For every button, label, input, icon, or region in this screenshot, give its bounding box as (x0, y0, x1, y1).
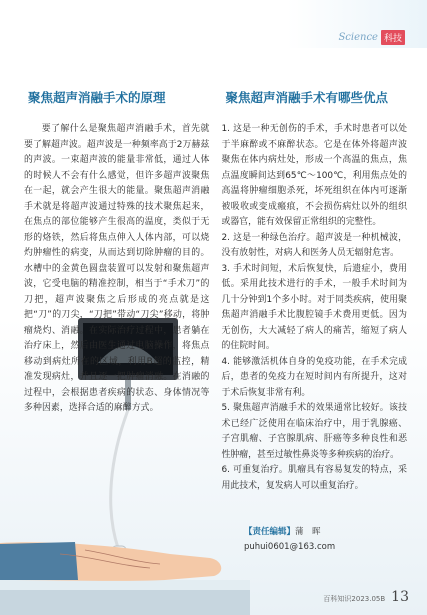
advantage-item-2: 2. 这是一种绿色治疗。超声波是一种机械波，没有放射性，对病人和医务人员无辐射危害。 (221, 232, 407, 258)
treatment-bed (0, 588, 250, 615)
editor-credit (244, 525, 335, 555)
page-number: 13 (391, 589, 409, 605)
section-title-principle: 聚焦超声消融手术的原理 (28, 90, 166, 105)
editor-label: 【责任编辑】 (244, 527, 296, 537)
editor-name: 蒲 晖 (295, 527, 321, 537)
right-column (222, 60, 408, 494)
section-title-advantages: 聚焦超声消融手术有哪些优点 (225, 90, 389, 105)
section-label-en: Science (338, 32, 378, 43)
advantage-item-6: 6. 可重复治疗。肌瘤具有容易复发的特点，采用此技术，复发病人可以重复治疗。 (221, 465, 407, 491)
section-label-cn: 科技 (381, 30, 405, 45)
page-footer (323, 589, 409, 605)
principle-paragraph: 要了解什么是聚焦超声消融手术，首先就要了解超声波。超声波是一种频率高于2万赫兹的声波。一束超声波的能量非常低，通过人体的时候人不会有什么感觉，但许多超声波聚焦在一起，就会产生很大的能量。聚焦超声消融手术就是将超声波通过特殊的技术聚焦起来，在焦点的部位能够产生很高的温度，类似于无形的烙铁，然后将焦点伸入人体内部，可以烧灼肿瘤性的病变，从而达到切除肿瘤的目的。水槽中的金黄色圆盘装置可以发射和聚焦超声波，它受电脑的精准控制，相当于“手术刀”的刀把，超声波聚焦之后形成的亮点就是这把“刀”的刀尖，“刀把”带动“刀尖”移动，将肿瘤烧灼、消融。在实际治疗过程中，患者躺在治疗床上，然后由医生通过电脑操作，将焦点移动到病灶所在的区域，利用B超的监控，精准发现病灶，并且逐一把肿瘤消融。在消融的过程中，会根据患者疾病的状态、身体情况等多种因素，选择合适的麻醉方式。 (24, 124, 210, 413)
advantage-item-1: 1. 这是一种无创伤的手术，手术时患者可以处于半麻醉或不麻醉状态。它是在体外将超声波聚焦在体内病灶处，形成一个高温的焦点，焦点温度瞬间达到65℃～100℃，利用焦点处的高温将肿瘤细胞杀死，坏死组织在体内可逐渐被吸收或变成瘢痕，不会损伤病灶以外的组织或器官，能有效保留正常组织的完整性。 (221, 124, 407, 227)
section-tag (338, 30, 405, 45)
editor-email: puhui0601@163.com (244, 542, 336, 552)
magazine-issue: 百科知识2023.05B (323, 595, 386, 603)
advantage-item-5: 5. 聚焦超声消融手术的效果通常比较好。该技术已经广泛使用在临床治疗中，用于乳腺癌、子宫肌瘤、子宫腺肌病、肝癌等多种良性和恶性肿瘤，甚至过敏性鼻炎等多种疾病的治疗。 (221, 403, 407, 460)
advantage-item-4: 4. 能够激活机体自身的免疫功能，在手术完成后，患者的免疫力在短时间内有所提升，这对于术后恢复非常有利。 (221, 356, 407, 398)
advantage-item-3: 3. 手术时间短，术后恢复快，后遗症小，费用低。采用此技术进行的手术，一般手术时间为几十分钟到1个多小时。对于同类疾病，使用聚焦超声消融手术比腹腔镜手术费用更低。因为无创伤，大大减轻了病人的痛苦，缩短了病人的住院时间。 (221, 263, 407, 351)
left-column (24, 60, 210, 494)
